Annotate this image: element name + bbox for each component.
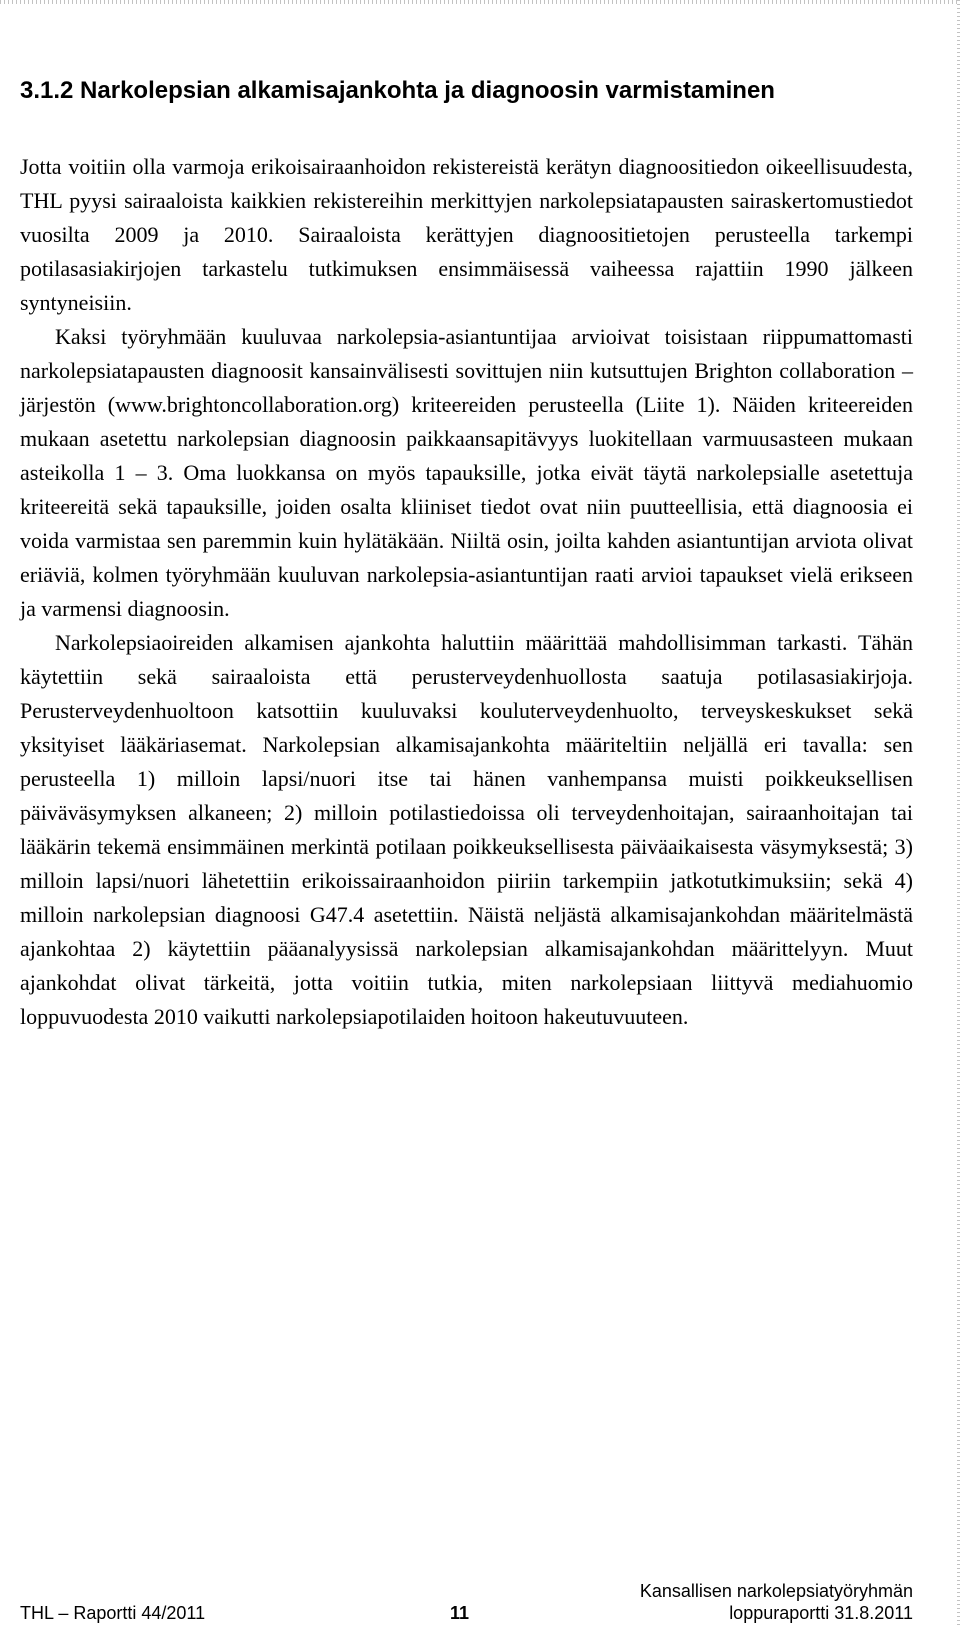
footer-title-line-2: loppuraportti 31.8.2011 [729,1603,913,1623]
section-heading: 3.1.2 Narkolepsian alkamisajankohta ja diagnoosin varmistaminen [20,77,775,104]
body-text [20,150,913,1034]
footer-report-id: THL – Raportti 44/2011 [20,1603,206,1623]
footer-title-line-1: Kansallisen narkolepsiatyöryhmän [639,1581,913,1601]
footer-report-title [640,1580,913,1624]
page-footer [20,1570,913,1626]
paragraph-1: Jotta voitiin olla varmoja erikoisairaanhoidon rekistereistä kerätyn diagnoositiedon oikeellisuudesta, THL pyysi sairaaloista kaikkien rekistereihin merkittyjen narkolepsiatapausten sairaskertomustiedot vuosilta 2009 ja 2010. Sairaaloista kerättyjen diagnoositietojen perusteella tarkempi potilasasiakirjojen tarkastelu tutkimuksen ensimmäisessä vaiheessa rajattiin 1990 jälkeen syntyneisiin. [20,154,913,315]
paragraph-3: Narkolepsiaoireiden alkamisen ajankohta haluttiin määrittää mahdollisimman tarkasti. Tähän käytettiin sekä sairaaloista että perusterveydenhuollosta saatuja potilasasiakirjoja. Perusterveydenhuoltoon katsottiin kuuluvaksi kouluterveydenhuolto, terveyskeskukset sekä yksityiset lääkäriasemat. Narkolepsian alkamisajankohta määriteltiin neljällä eri tavalla: sen perusteella 1) milloin lapsi/nuori itse tai hänen vanhempansa muisti poikkeuksellisen päiväväsymyksen alkaneen; 2) milloin potilastiedoissa oli terveydenhoitajan, sairaanhoitajan tai lääkärin tekemä ensimmäinen merkintä potilaan poikkeuksellisesta päiväaikaisesta väsymyksestä; 3) milloin lapsi/nuori lähetettiin erikoissairaanhoidon piiriin tarkempiin jatkotutkimuksiin; sekä 4) milloin narkolepsian diagnoosi G47.4 asetettiin. Näistä neljästä alkamisajankohdan määritelmästä ajankohtaa 2) käytettiin pääanalyysissä narkolepsian alkamisajankohdan määrittelyyn. Muut ajankohdat olivat tärkeitä, jotta voitiin tutkia, miten narkolepsiaan liittyvä mediahuomio loppuvuodesta 2010 vaikutti narkolepsiapotilaiden hoitoon hakeutuvuuteen. [20,630,913,1029]
paragraph-2: Kaksi työryhmään kuuluvaa narkolepsia-asiantuntijaa arvioivat toisistaan riippumattomasti narkolepsiatapausten diagnoosit kansainvälisesti sovittujen niin kutsuttujen Brighton collaboration –järjestön (www.brightoncollaboration.org) kriteereiden perusteella (Liite 1). Näiden kriteereiden mukaan asetettu narkolepsian diagnoosin paikkaansapitävyys luokitellaan varmuusasteen mukaan asteikolla 1 – 3. Oma luokkansa on myös tapauksille, jotka eivät täytä narkolepsialle asetettuja kriteereitä sekä tapauksille, joiden osalta kliiniset tiedot ovat niin puutteellisia, että diagnoosia ei voida varmistaa sen paremmin kuin hylätäkään. Niiltä osin, joilta kahden asiantuntijan arviota olivat eriäviä, kolmen työryhmään kuuluvan narkolepsia-asiantuntijan raati arvioi tapaukset vielä erikseen ja varmensi diagnoosin. [20,324,913,621]
footer-page-number: 11 [450,1603,470,1623]
top-border-dots [0,0,960,4]
